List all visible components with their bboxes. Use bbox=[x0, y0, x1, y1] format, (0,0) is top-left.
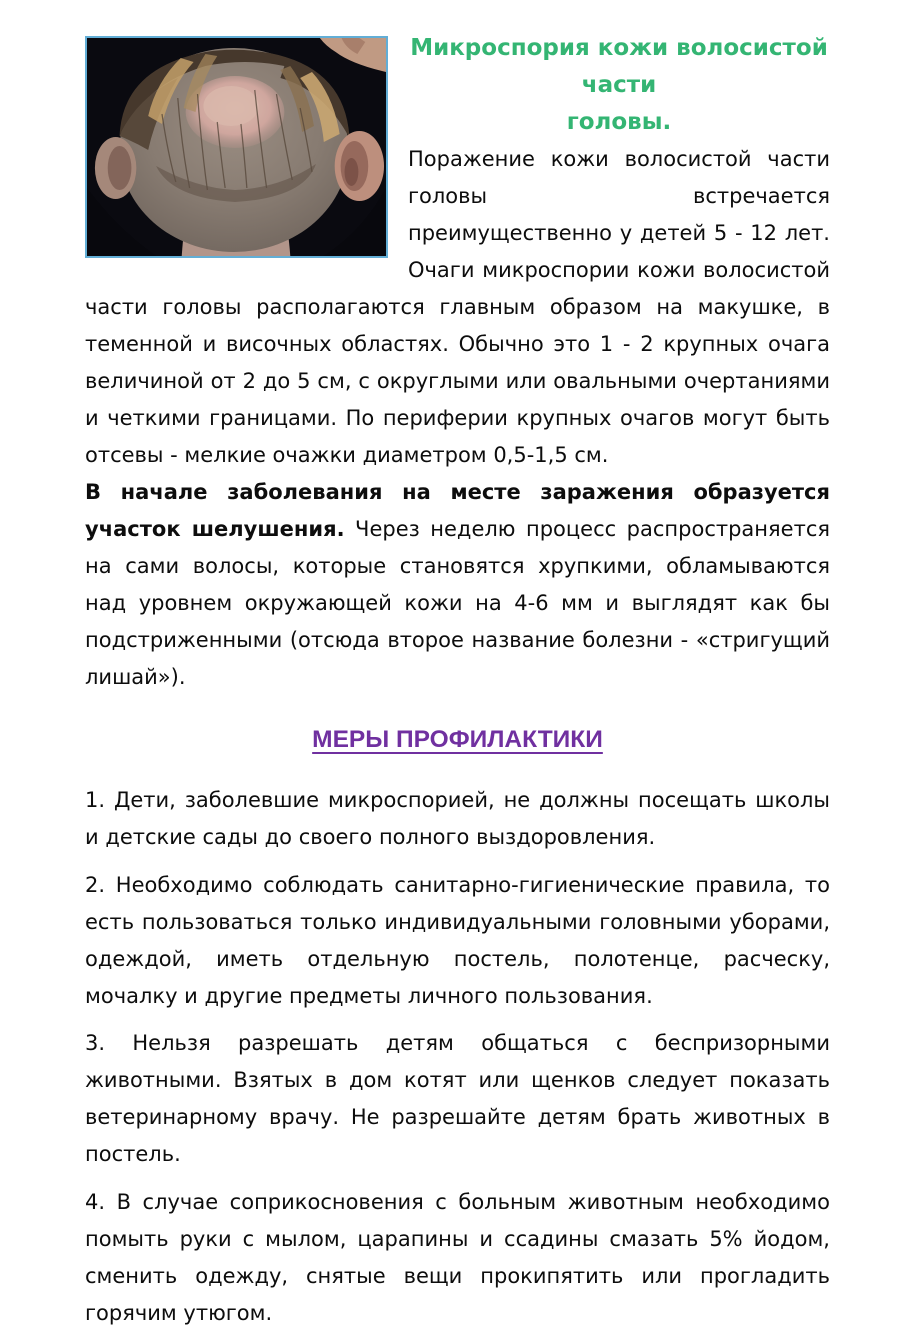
prevention-section-heading bbox=[85, 726, 830, 754]
intro-paragraph: Поражение кожи волосистой части головы встречается преимущественно у детей 5 - 12 лет. Очаги микроспории кожи волосистой части головы располагаются главным образом на макушке, в теменной и височных областях. Обычно это 1 - 2 крупных очага величиной от 2 до 5 см, с округлыми или овальными очертаниями и четкими границами. По периферии крупных очагов могут быть отсевы - мелкие очажки диаметром 0,5-1,5 см. bbox=[85, 147, 830, 467]
document-title-line-2: головы. bbox=[566, 109, 672, 135]
onset-rest-text: Через неделю процесс распространяется на сами волосы, которые становятся хрупкими, обламываются над уровнем окружающей кожи на 4-6 мм и выглядят как бы подстриженными (отсюда второе название болезни - «стригущий лишай»). bbox=[85, 517, 830, 689]
prevention-item-2: 2. Необходимо соблюдать санитарно-гигиенические правила, то есть пользоваться только индивидуальными головными уборами, одеждой, иметь отдельную постель, полотенце, расческу, мочалку и другие предметы личного пользования. bbox=[85, 872, 830, 1008]
scalp-lesion-illustration bbox=[87, 38, 386, 256]
prevention-item-1: 1. Дети, заболевшие микроспорией, не должны посещать школы и детские сады до своего полного выздоровления. bbox=[85, 788, 830, 849]
prevention-item-4: 4. В случае соприкосновения с больным животным необходимо помыть руки с мылом, царапины и ссадины смазать 5% йодом, сменить одежду, снятые вещи прокипятить или прогладить горячим утюгом. bbox=[85, 1189, 830, 1325]
onset-bold-lead: В начале заболевания на месте заражения образуется участок шелушения. bbox=[85, 480, 830, 541]
scalp-lesion-photo bbox=[85, 36, 388, 258]
document-title-line-1: Микроспория кожи волосистой части bbox=[410, 35, 828, 98]
prevention-heading-text: МЕРЫ ПРОФИЛАКТИКИ bbox=[312, 726, 603, 753]
prevention-item-3: 3. Нельзя разрешать детям общаться с беспризорными животными. Взятых в дом котят или щенков следует показать ветеринарному врачу. Не разрешайте детям брать животных в постель. bbox=[85, 1031, 830, 1166]
onset-paragraph bbox=[85, 474, 830, 696]
